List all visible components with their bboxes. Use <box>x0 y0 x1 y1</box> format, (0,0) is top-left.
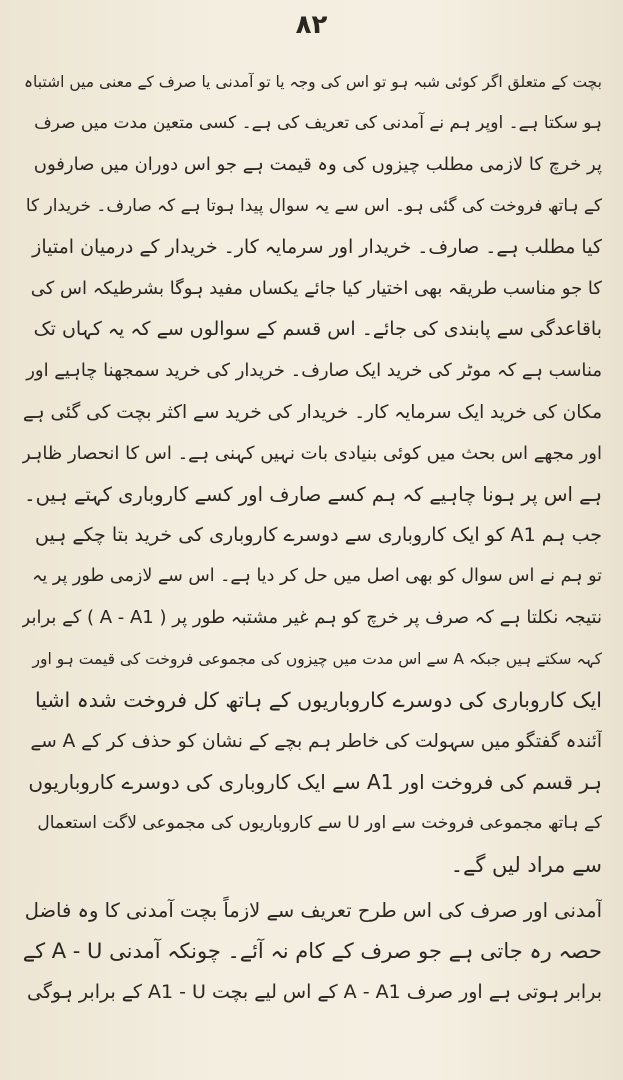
text-line: حصہ رہ جاتی ہے جو صرف کے کام نہ آئے۔ چونکہ آمدنی A - U کے <box>22 938 602 963</box>
text-line: کے ہاتھ فروخت کی گئی ہو۔ اس سے یہ سوال پیدا ہوتا ہے کہ صارف۔ خریدار کا <box>25 195 602 216</box>
text-line: ایک کاروباری کی دوسرے کاروباریوں کے ہاتھ کل فروخت شدہ اشیا <box>34 687 602 712</box>
text-line: برابر ہوتی ہے اور صرف A - A1 کے اس لیے بچت A1 - U کے برابر ہوگی <box>27 981 602 1004</box>
text-line: مناسب ہے کہ موٹر کی خرید ایک صارف۔ خریدار کی خرید سمجھنا چاہیے اور <box>26 360 602 382</box>
text-line: کہہ سکتے ہیں جبکہ A سے اس مدت میں چیزوں کی مجموعی فروخت کی قیمت ہو اور <box>32 649 602 668</box>
text-line: سے مراد لیں گے۔ <box>450 852 602 877</box>
text-line: نتیجہ نکلتا ہے کہ صرف پر خرچ کو ہم غیر مشتبہ طور پر ( A - A1 ) کے برابر <box>22 607 602 629</box>
text-line: آمدنی اور صرف کی اس طرح تعریف سے لازماً بچت آمدنی کا وہ فاضل <box>24 898 602 922</box>
text-line: آئندہ گفتگو میں سہولت کی خاطر ہم بچے کے نشان کو حذف کر کے A سے <box>30 731 602 752</box>
text-line: باقاعدگی سے پابندی کی جائے۔ اس قسم کے سوالوں سے کہ یہ کہاں تک <box>33 318 602 341</box>
text-line: کا جو مناسب طریقہ بھی اختیار کیا جائے یکساں مفید ہوگا بشرطیکہ اس کی <box>30 277 602 299</box>
page-number: ۸۲ <box>295 10 328 40</box>
text-line: ہے اس پر ہونا چاہیے کہ ہم کسے صارف اور کسے کاروباری کہتے ہیں۔ <box>24 482 602 506</box>
paragraph-1 <box>22 62 602 886</box>
text-line: کے ہاتھ مجموعی فروخت سے اور U سے کاروباریوں کی مجموعی لاگت استعمال <box>37 813 602 834</box>
text-line: جب ہم A1 کو ایک کاروباری سے دوسرے کاروباری کی خرید بتا چکے ہیں <box>35 524 602 547</box>
text-line: مکان کی خرید ایک سرمایہ کار۔ خریدار کی خرید سے اکثر بچت کی گئی ہے <box>22 401 602 423</box>
text-line: ہو سکتا ہے۔ اوپر ہم نے آمدنی کی تعریف کی ہے۔ کسی متعین مدت میں صرف <box>34 113 602 134</box>
text-line: تو ہم نے اس سوال کو بھی اصل میں حل کر دیا ہے۔ اس سے لازمی طور پر یہ <box>32 566 602 587</box>
text-line: پر خرچ کا لازمی مطلب چیزوں کی وہ قیمت ہے جو اس دوران میں صارفوں <box>33 154 602 176</box>
page-body-text <box>22 62 602 1013</box>
text-line: اور مجھے اس بحث میں کوئی بنیادی بات نہیں کہنی ہے۔ اس کا انحصار ظاہر <box>22 442 602 464</box>
text-line: ہر قسم کی فروخت اور A1 سے ایک کاروباری کی دوسرے کاروباریوں <box>28 770 602 795</box>
text-line: کیا مطلب ہے۔ صارف۔ خریدار اور سرمایہ کار۔ خریدار کے درمیان امتیاز <box>32 235 602 258</box>
text-line: بچت کے متعلق اگر کوئی شبہ ہو تو اس کی وجہ یا تو آمدنی یا صرف کے معنی میں اشتباہ <box>23 73 602 91</box>
paragraph-2 <box>22 890 602 1014</box>
